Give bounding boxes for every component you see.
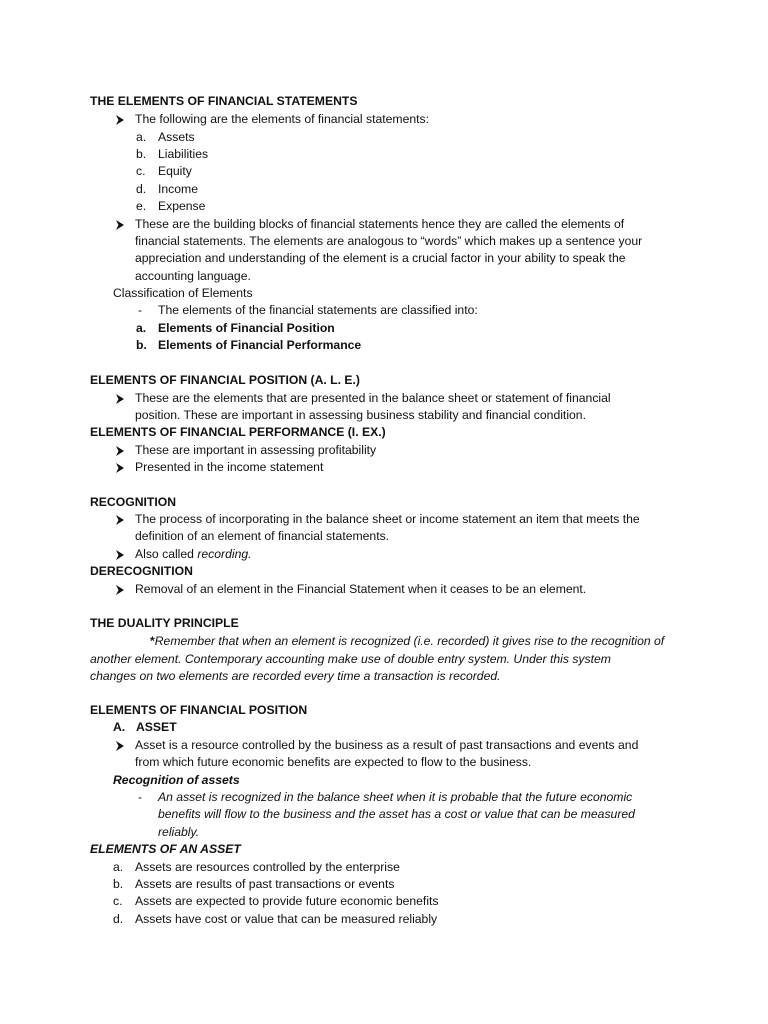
section-heading: ELEMENTS OF FINANCIAL POSITION (A. L. E.) [90, 373, 360, 387]
arrow-bullet-icon [115, 463, 125, 473]
paragraph-line: The process of incorporating in the balance sheet or income statement an item that meets the [135, 512, 640, 526]
list-item: Liabilities [158, 147, 209, 161]
list-marker: a. [136, 321, 147, 335]
list-marker: e. [136, 199, 147, 213]
duality-line-first [150, 633, 664, 650]
paragraph-line: changes on two elements are recorded every time a transaction is recorded. [90, 669, 501, 683]
intro-text: The following are the elements of financial statements: [135, 112, 430, 126]
list-marker: c. [113, 894, 123, 908]
list-marker: a. [136, 130, 147, 144]
bullet-text: These are important in assessing profitability [135, 443, 377, 457]
asset-subheading: ASSET [136, 720, 177, 734]
document-title: THE ELEMENTS OF FINANCIAL STATEMENTS [90, 94, 358, 108]
recording-term: recording. [197, 547, 252, 561]
paragraph-line: financial statements. The elements are analogous to “words” which makes up a sentence your [135, 234, 643, 248]
recognition-of-assets-heading: Recognition of assets [113, 773, 240, 787]
paragraph-line: These are the building blocks of financial statements hence they are called the elements of [135, 217, 625, 231]
arrow-bullet-icon [115, 515, 125, 525]
bullet-text: Removal of an element in the Financial Statement when it ceases to be an element. [135, 582, 587, 596]
arrow-bullet-icon [115, 220, 125, 230]
list-item: Income [158, 182, 198, 196]
list-marker: a. [113, 860, 124, 874]
section-heading: ELEMENTS OF FINANCIAL POSITION [90, 703, 308, 717]
list-item: Equity [158, 164, 192, 178]
section-heading: RECOGNITION [90, 495, 176, 509]
section-heading: DERECOGNITION [90, 564, 193, 578]
elements-of-asset-heading: ELEMENTS OF AN ASSET [90, 842, 241, 856]
list-marker: b. [136, 147, 147, 161]
arrow-bullet-icon [115, 115, 125, 125]
arrow-bullet-icon [115, 585, 125, 595]
arrow-bullet-icon [115, 741, 125, 751]
list-marker: c. [136, 164, 146, 178]
list-item: Assets are expected to provide future economic benefits [135, 894, 439, 908]
list-item: Elements of Financial Performance [158, 338, 362, 352]
classification-intro: The elements of the financial statements are classified into: [158, 303, 478, 317]
classification-heading: Classification of Elements [113, 286, 253, 300]
list-item: Assets are results of past transactions or events [135, 877, 395, 891]
list-item: Assets [158, 130, 195, 144]
dash-marker: - [138, 790, 143, 804]
asterisk-marker: * [150, 634, 155, 648]
list-marker: b. [113, 877, 124, 891]
list-marker: d. [113, 912, 124, 926]
list-item: Expense [158, 199, 206, 213]
list-marker: A. [113, 720, 126, 734]
paragraph-line: appreciation and understanding of the element is a crucial factor in your ability to speak the [135, 251, 626, 265]
paragraph-line: definition of an element of financial statements. [135, 529, 390, 543]
paragraph-line: These are the elements that are presented in the balance sheet or statement of financial [135, 391, 611, 405]
paragraph-line: position. These are important in assessing business stability and financial condition. [135, 408, 586, 422]
dash-marker: - [138, 303, 143, 317]
section-heading: THE DUALITY PRINCIPLE [90, 616, 239, 630]
paragraph-line: reliably. [158, 825, 200, 839]
also-called-line [135, 546, 252, 563]
paragraph-line: from which future economic benefits are expected to flow to the business. [135, 755, 532, 769]
list-marker: b. [136, 338, 147, 352]
paragraph-line: another element. Contemporary accounting make use of double entry system. Under this system [90, 652, 611, 666]
list-marker: d. [136, 182, 147, 196]
paragraph-line: benefits will flow to the business and the asset has a cost or value that can be measured [158, 807, 635, 821]
list-item: Elements of Financial Position [158, 321, 335, 335]
list-item: Assets are resources controlled by the enterprise [135, 860, 400, 874]
arrow-bullet-icon [115, 394, 125, 404]
section-heading: ELEMENTS OF FINANCIAL PERFORMANCE (I. EX.) [90, 425, 386, 439]
arrow-bullet-icon [115, 446, 125, 456]
paragraph-line: accounting language. [135, 269, 251, 283]
also-called-prefix: Also called [135, 547, 198, 561]
bullet-text: Presented in the income statement [135, 460, 324, 474]
duality-text: Remember that when an element is recognized (i.e. recorded) it gives rise to the recognition of [154, 634, 665, 648]
list-item: Assets have cost or value that can be measured reliably [135, 912, 438, 926]
arrow-bullet-icon [115, 550, 125, 560]
paragraph-line: An asset is recognized in the balance sheet when it is probable that the future economic [158, 790, 633, 804]
paragraph-line: Asset is a resource controlled by the business as a result of past transactions and events and [135, 738, 639, 752]
